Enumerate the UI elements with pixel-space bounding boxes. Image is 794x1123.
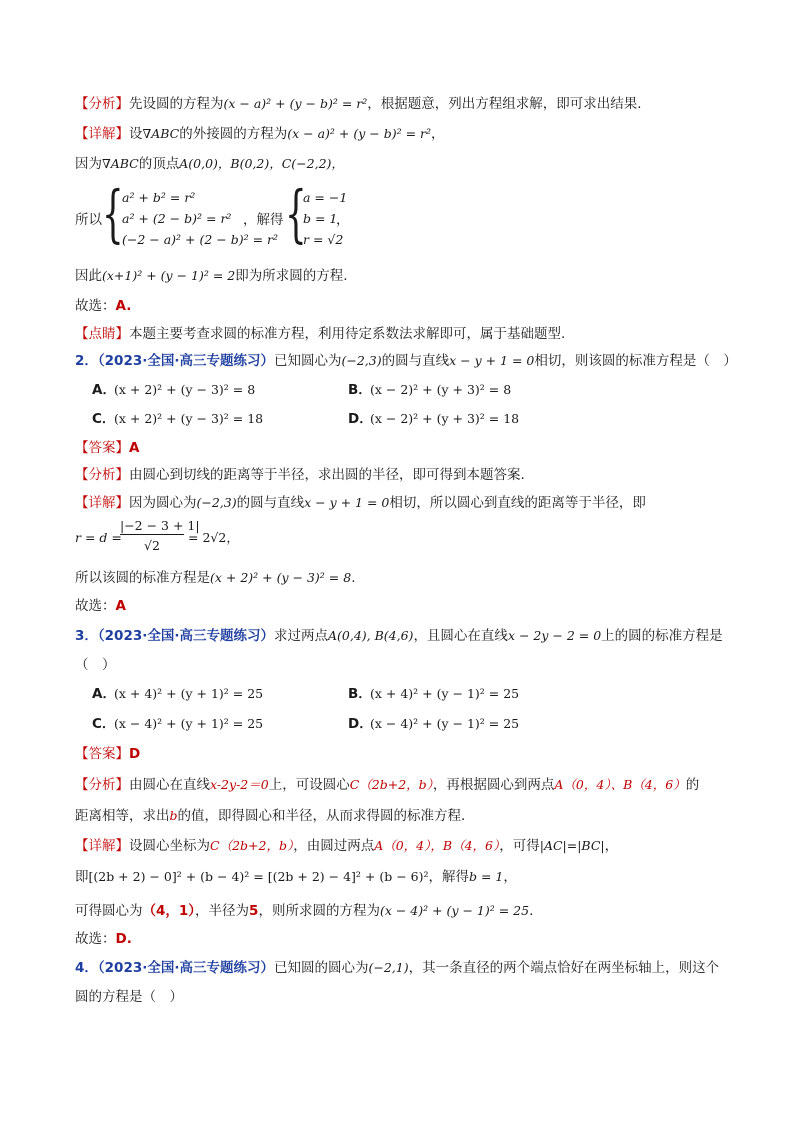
option-a[interactable]: A．(x + 2)² + (y − 3)² = 8 bbox=[92, 382, 256, 398]
left-brace: { bbox=[102, 177, 124, 250]
question-number: 2 bbox=[75, 353, 85, 369]
detail-line: 【详解】设圆心坐标为C（2b+2，b），由圆过两点A（0，4），B（4，6），可得|AC|=|BC|， bbox=[75, 838, 619, 854]
suoyi-label: 所以 bbox=[75, 212, 102, 228]
detail-line: 【详解】设∇ABC的外接圆的方程为(x − a)² + (y − b)² = r²， bbox=[75, 126, 445, 142]
circle-equation: (x − a)² + (y − b)² = r² bbox=[223, 96, 368, 111]
choice-answer: A. bbox=[115, 298, 132, 314]
question-4-stem-2: 圆的方程是（ ） bbox=[75, 989, 183, 1005]
answer-value: D bbox=[129, 746, 141, 762]
jiede-label: ，解得 bbox=[243, 212, 284, 228]
system1-eq1: a² + b² = r² bbox=[122, 190, 196, 205]
answer-line: 【答案】A bbox=[75, 440, 140, 456]
choice-line: 故选：D. bbox=[75, 931, 132, 947]
detail-tag: 【详解】 bbox=[75, 126, 129, 142]
question-3-paren: （ ） bbox=[75, 657, 116, 673]
question-4-stem: 4．（2023·全国·高三专题练习）已知圆的圆心为(−2,1)，其一条直径的两个端点恰好在两坐标轴上，则这个 bbox=[75, 960, 720, 976]
vertex-line: 因为∇ABC的顶点A(0,0)，B(0,2)，C(−2,2)， bbox=[75, 156, 344, 172]
distance-numerator: |−2 − 3 + 1| bbox=[120, 518, 200, 533]
option-d[interactable]: D．(x − 4)² + (y − 1)² = 25 bbox=[348, 716, 520, 732]
distance-rhs: = 2√2， bbox=[188, 530, 239, 545]
left-brace: { bbox=[285, 177, 307, 250]
detail-line: 【详解】因为圆心为(−2,3)的圆与直线x − y + 1 = 0相切，所以圆心到直线的距离等于半径，即 bbox=[75, 495, 646, 511]
answer-line: 【答案】D bbox=[75, 746, 141, 762]
system1-eq2: a² + (2 − b)² = r² bbox=[122, 211, 232, 226]
remark-line: 【点睛】本题主要考查求圆的标准方程，利用待定系数法求解即可，属于基础题型. bbox=[75, 326, 566, 342]
document-page: 【分析】先设圆的方程为(x − a)² + (y − b)² = r²，根据题意，列出方程组求解，即可求出结果. 【详解】设∇ABC的外接圆的方程为(x − a)² + (y − b)² = r²， 因为∇ABC的顶点A(0,0)，B(0,2)，C(−2,2)， 所以 { a² + b² = r² a² + (2 − b)² = r² (−2 − a)² + (2 − b)² = r² ，解得 { a = −1 b = 1 r = √2 ， 因此(x+1)² + (y − 1)² = 2即为所求圆的方程. 故选：A. 【点睛】本题主要考查求圆的标准方程，利用待定系数法求解即可，属于基础题型. 2．（2023·全国·高三专题练习）已知圆心为(−2,3)的圆与直线x − y + 1 = 0相切，则该圆的标准方程是（ ） A．(x + 2)² + (y − 3)² = 8 B．(x − 2)² + (y + 3)² = 8 C．(x + 2)² + (y − 3)² = 18 D．(x − 2)² + (y + 3)² = 18 【答案】A 【分析】由圆心到切线的距离等于半径，求出圆的半径，即可得到本题答案. 【详解】因为圆心为(−2,3)的圆与直线x − y + 1 = 0相切，所以圆心到直线的距离等于半径，即 r = d = |−2 − 3 + 1| √2 = 2√2， 所以该圆的标准方程是(x + 2)² + (y − 3)² = 8. 故选：A 3．（2023·全国·高三专题练习）求过两点A(0,4), B(4,6)，且圆心在直线x − 2y − 2 = 0上的圆的标准方程是 （ ） A．(x + 4)² + (y + 1)² = 25 B．(x + 4)² + (y − 1)² = 25 C．(x − 4)² + (y + 1)² = 25 D．(x − 4)² + (y − 1)² = 25 【答案】D 【分析】由圆心在直线x-2y-2＝0上，可设圆心C（2b+2，b），再根据圆心到两点A（0，4）、B（4，6）的 距离相等，求出b的值，即得圆心和半径，从而求得圆的标准方程． 【详解】设圆心坐标为C（2b+2，b），由圆过两点A（0，4），B（4，6），可得|AC|=|BC|， 即[(2b + 2) − 0]² + (b − 4)² = [(2b + 2) − 4]² + (b − 6)²，解得b = 1， 可得圆心为（4，1），半径为5，则所求圆的方程为(x − 4)² + (y − 1)² = 25. 故选：D. 4．（2023·全国·高三专题练习）已知圆的圆心为(−2,1)，其一条直径的两个端点恰好在两坐标轴上，则这个 圆的方程是（ ） bbox=[75, 96, 737, 1005]
analysis-line: 【分析】由圆心到切线的距离等于半径，求出圆的半径，即可得到本题答案. bbox=[75, 467, 525, 483]
question-3-stem: 3．（2023·全国·高三专题练习）求过两点A(0,4), B(4,6)，且圆心在直线x − 2y − 2 = 0上的圆的标准方程是 bbox=[75, 628, 723, 644]
option-c[interactable]: C．(x − 4)² + (y + 1)² = 25 bbox=[92, 716, 264, 732]
option-b[interactable]: B．(x + 4)² + (y − 1)² = 25 bbox=[348, 686, 520, 702]
question-source: （2023·全国·高三专题练习） bbox=[97, 353, 274, 369]
option-b[interactable]: B．(x − 2)² + (y + 3)² = 8 bbox=[348, 382, 512, 398]
analysis-line-2: 距离相等，求出b的值，即得圆心和半径，从而求得圆的标准方程． bbox=[75, 808, 475, 824]
vertex-points: A(0,0)，B(0,2)，C(−2,2)， bbox=[179, 156, 344, 171]
conclusion-line: 因此(x+1)² + (y − 1)² = 2即为所求圆的方程. bbox=[75, 268, 348, 284]
distance-denominator: √2 bbox=[144, 538, 160, 553]
conclusion-line: 所以该圆的标准方程是(x + 2)² + (y − 3)² = 8. bbox=[75, 570, 356, 586]
distance-lhs: r = d = bbox=[75, 530, 122, 545]
option-a[interactable]: A．(x + 4)² + (y + 1)² = 25 bbox=[92, 686, 264, 702]
question-2-stem: 2．（2023·全国·高三专题练习）已知圆心为(−2,3)的圆与直线x − y + 1 = 0相切，则该圆的标准方程是（ ） bbox=[75, 353, 737, 369]
choice-line: 故选：A bbox=[75, 598, 126, 614]
analysis-line: 【分析】由圆心在直线x-2y-2＝0上，可设圆心C（2b+2，b），再根据圆心到两点A（0，4）、B（4，6）的 bbox=[75, 777, 700, 793]
system2-eq1: a = −1 bbox=[303, 190, 348, 205]
equation-line: 即[(2b + 2) − 0]² + (b − 4)² = [(2b + 2) − 4]² + (b − 6)²，解得b = 1， bbox=[75, 869, 517, 885]
system2-eq2: b = 1 bbox=[303, 211, 338, 226]
option-d[interactable]: D．(x − 2)² + (y + 3)² = 18 bbox=[348, 411, 520, 427]
analysis-tag: 【分析】 bbox=[75, 96, 129, 112]
system1-eq3: (−2 − a)² + (2 − b)² = r² bbox=[122, 232, 279, 247]
conclusion-line: 可得圆心为（4，1），半径为5，则所求圆的方程为(x − 4)² + (y − 1)² = 25. bbox=[75, 903, 534, 919]
analysis-line: 【分析】先设圆的方程为(x − a)² + (y − b)² = r²，根据题意，列出方程组求解，即可求出结果. bbox=[75, 96, 642, 112]
system2-eq3: r = √2 bbox=[303, 232, 344, 247]
remark-tag: 【点睛】 bbox=[75, 326, 129, 342]
choice-line: 故选：A. bbox=[75, 298, 132, 314]
option-c[interactable]: C．(x + 2)² + (y − 3)² = 18 bbox=[92, 411, 264, 427]
answer-value: A bbox=[129, 440, 140, 456]
